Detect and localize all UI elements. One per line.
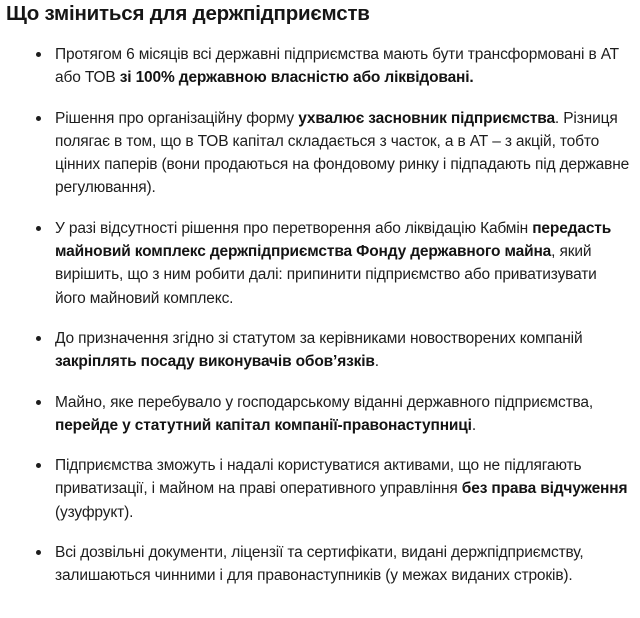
list-item [55, 43, 630, 90]
list-item-text: Підприємства зможуть і надалі користуватися активами, що не підлягають приватизації, і майном на праві оперативного управління [55, 457, 582, 498]
list-item-bold-text: закріплять посаду виконувачів обов’язків [55, 353, 375, 371]
list-item-text: Всі дозвільні документи, ліцензії та сертифікати, видані держпідприємству, залишаються чинними і для правонаступників (у межах виданих строків). [55, 544, 584, 585]
list-item [55, 454, 630, 524]
list-item [55, 541, 630, 588]
list-item-text: Протягом 6 місяців всі державні підприємства мають бути трансформовані в АТ або ТОВ [55, 46, 619, 87]
list-item-text: Майно, яке перебувало у господарському віданні державного підприємства, [55, 393, 594, 411]
list-item-text: Рішення про організаційну форму [55, 109, 299, 127]
list-item-text: У разі відсутності рішення про перетворення або ліквідацію Кабмін [55, 219, 533, 237]
list-item [55, 327, 630, 374]
changes-list [0, 43, 638, 588]
list-item-bold-text: ухвалює засновник підприємства [298, 109, 555, 127]
list-item-bold-text: без права відчуження [461, 480, 628, 498]
list-item-bold-text: зі 100% державною власністю або ліквідовані. [119, 69, 474, 87]
list-item-text: , який вирішить, що з ним робити далі: припинити підприємство або приватизувати його майновий комплекс. [55, 243, 597, 307]
list-item-text: . Різниця полягає в том, що в ТОВ капітал складається з часток, а в АТ – з акцій, тобто цінних паперів (вони продаються на фондовому ринку і підпадають під державне регулювання). [55, 109, 630, 197]
list-item [55, 217, 630, 310]
list-item-text: До призначення згідно зі статутом за керівниками новостворених компаній [55, 329, 583, 347]
list-item [55, 107, 630, 200]
list-item-bold-text: передасть майновий комплекс держпідприємства Фонду державного майна [55, 219, 612, 261]
list-item-text: . [471, 416, 476, 434]
list-item [55, 391, 630, 438]
list-item-text: . [374, 353, 379, 371]
page-title: Що зміниться для держпідприємств [6, 2, 370, 25]
list-item-bold-text: перейде у статутний капітал компанії-правонаступниці [55, 416, 472, 434]
list-item-text: (узуфрукт). [55, 503, 134, 521]
